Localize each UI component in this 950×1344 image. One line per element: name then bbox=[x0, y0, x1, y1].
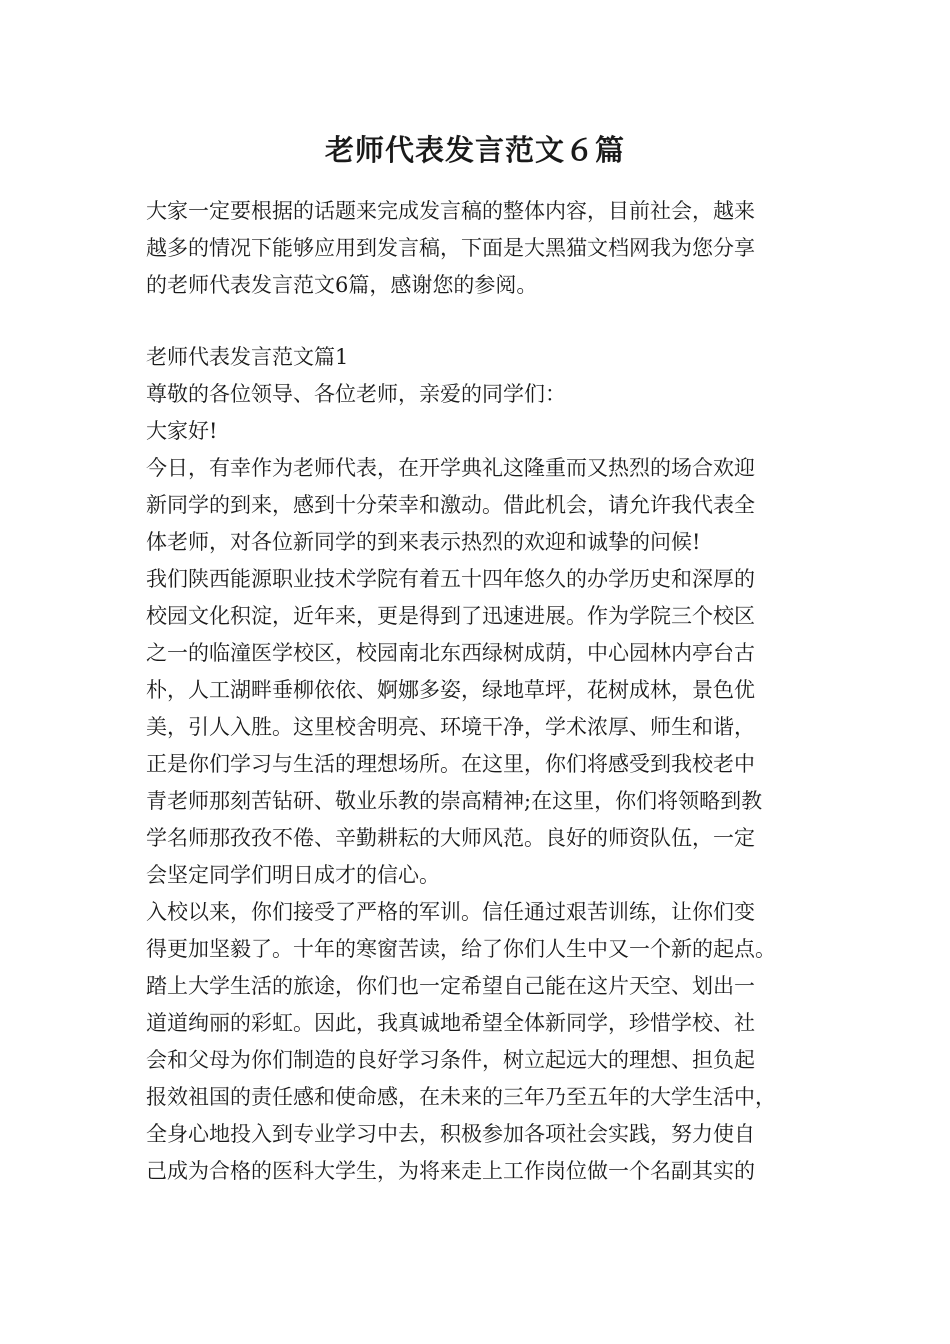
body-line: 美，引人入胜。这里校舍明亮、环境干净，学术浓厚、师生和谐， bbox=[146, 715, 755, 739]
body-line: 青老师那刻苦钻研、敬业乐教的崇高精神;在这里，你们将领略到教 bbox=[146, 789, 763, 813]
body-line: 全身心地投入到专业学习中去，积极参加各项社会实践，努力使自 bbox=[146, 1122, 755, 1146]
salutation: 尊敬的各位领导、各位老师，亲爱的同学们： bbox=[146, 382, 566, 406]
body-line: 得更加坚毅了。十年的寒窗苦读，给了你们人生中又一个新的起点。 bbox=[146, 937, 776, 961]
document-title: 老师代表发言范文６篇 bbox=[324, 133, 625, 167]
body-line: 正是你们学习与生活的理想场所。在这里，你们将感受到我校老中 bbox=[146, 752, 755, 776]
body-line: 之一的临潼医学校区，校园南北东西绿树成荫，中心园林内亭台古 bbox=[146, 641, 755, 665]
body-line: 体老师，对各位新同学的到来表示热烈的欢迎和诚挚的问候! bbox=[146, 530, 701, 554]
body-line: 入校以来，你们接受了严格的军训。信任通过艰苦训练，让你们变 bbox=[146, 900, 755, 924]
body-line: 朴，人工湖畔垂柳依依、婀娜多姿，绿地草坪，花树成林，景色优 bbox=[146, 678, 755, 702]
body-line: 新同学的到来，感到十分荣幸和激动。借此机会，请允许我代表全 bbox=[146, 493, 755, 517]
body-line: 学名师那孜孜不倦、辛勤耕耘的大师风范。良好的师资队伍，一定 bbox=[146, 826, 755, 850]
body-line: 道道绚丽的彩虹。因此，我真诚地希望全体新同学，珍惜学校、社 bbox=[146, 1011, 755, 1035]
body-line: 会坚定同学们明日成才的信心。 bbox=[146, 863, 440, 887]
speech-body bbox=[146, 339, 836, 1190]
body-line: 我们陕西能源职业技术学院有着五十四年悠久的办学历史和深厚的 bbox=[146, 567, 755, 591]
body-line: 今日，有幸作为老师代表，在开学典礼这隆重而又热烈的场合欢迎 bbox=[146, 456, 755, 480]
greeting: 大家好! bbox=[146, 419, 218, 443]
intro-line: 的老师代表发言范文6篇，感谢您的参阅。 bbox=[146, 273, 538, 297]
body-line: 会和父母为你们制造的良好学习条件，树立起远大的理想、担负起 bbox=[146, 1048, 755, 1072]
intro-line: 大家一定要根据的话题来完成发言稿的整体内容，目前社会，越来 bbox=[146, 199, 755, 223]
body-line: 报效祖国的责任感和使命感，在未来的三年乃至五年的大学生活中， bbox=[146, 1085, 776, 1109]
body-line: 校园文化积淀，近年来，更是得到了迅速进展。作为学院三个校区 bbox=[146, 604, 755, 628]
section-heading: 老师代表发言范文篇1 bbox=[146, 345, 349, 369]
body-line: 己成为合格的医科大学生，为将来走上工作岗位做一个名副其实的 bbox=[146, 1159, 755, 1183]
intro-line: 越多的情况下能够应用到发言稿，下面是大黑猫文档网我为您分享 bbox=[146, 236, 755, 260]
body-line: 踏上大学生活的旅途，你们也一定希望自己能在这片天空、划出一 bbox=[146, 974, 755, 998]
intro-paragraph bbox=[146, 193, 818, 304]
